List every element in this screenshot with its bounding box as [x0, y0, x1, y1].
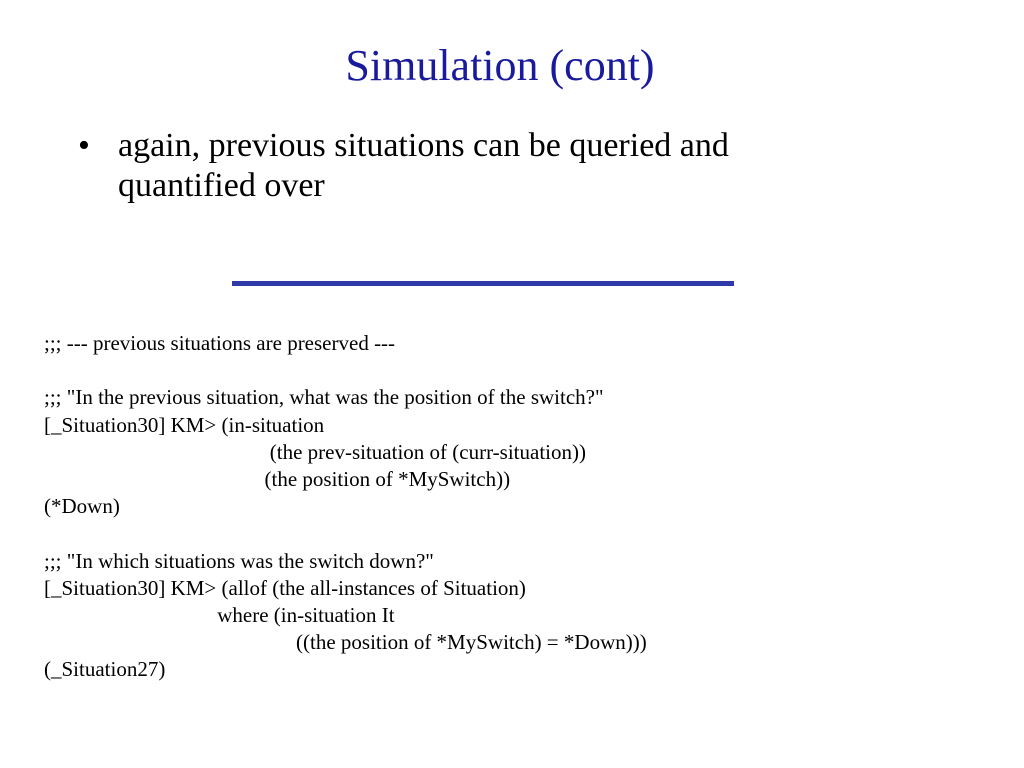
code-line: where (in-situation It [44, 602, 395, 627]
code-line: ;;; "In the previous situation, what was the position of the switch?" [44, 385, 604, 410]
code-line: ((the position of *MySwitch) = *Down))) [44, 630, 647, 655]
code-line: [_Situation30] KM> (allof (the all-instances of Situation) [44, 575, 526, 600]
bullet-line: quantified over [118, 167, 325, 204]
code-line [44, 520, 1004, 547]
code-line: (*Down) [44, 494, 120, 519]
code-line: ;;; --- previous situations are preserved --- [44, 331, 396, 355]
divider-rule [232, 281, 734, 286]
code-line: (_Situation27) [44, 657, 166, 682]
bullet-line: again, previous situations can be queried and [118, 127, 729, 164]
code-line: [_Situation30] KM> (in-situation [44, 412, 325, 437]
bullet-text [118, 126, 978, 206]
code-line: ;;; "In which situations was the switch down?" [44, 548, 434, 573]
bullet-item [78, 126, 978, 206]
code-line: (the position of *MySwitch)) [44, 466, 511, 491]
bullet-marker: • [78, 127, 90, 164]
code-transcript [44, 330, 1004, 683]
code-line [44, 357, 1004, 384]
code-line: (the prev-situation of (curr-situation)) [44, 439, 586, 464]
slide-title: Simulation (cont) [345, 41, 655, 90]
